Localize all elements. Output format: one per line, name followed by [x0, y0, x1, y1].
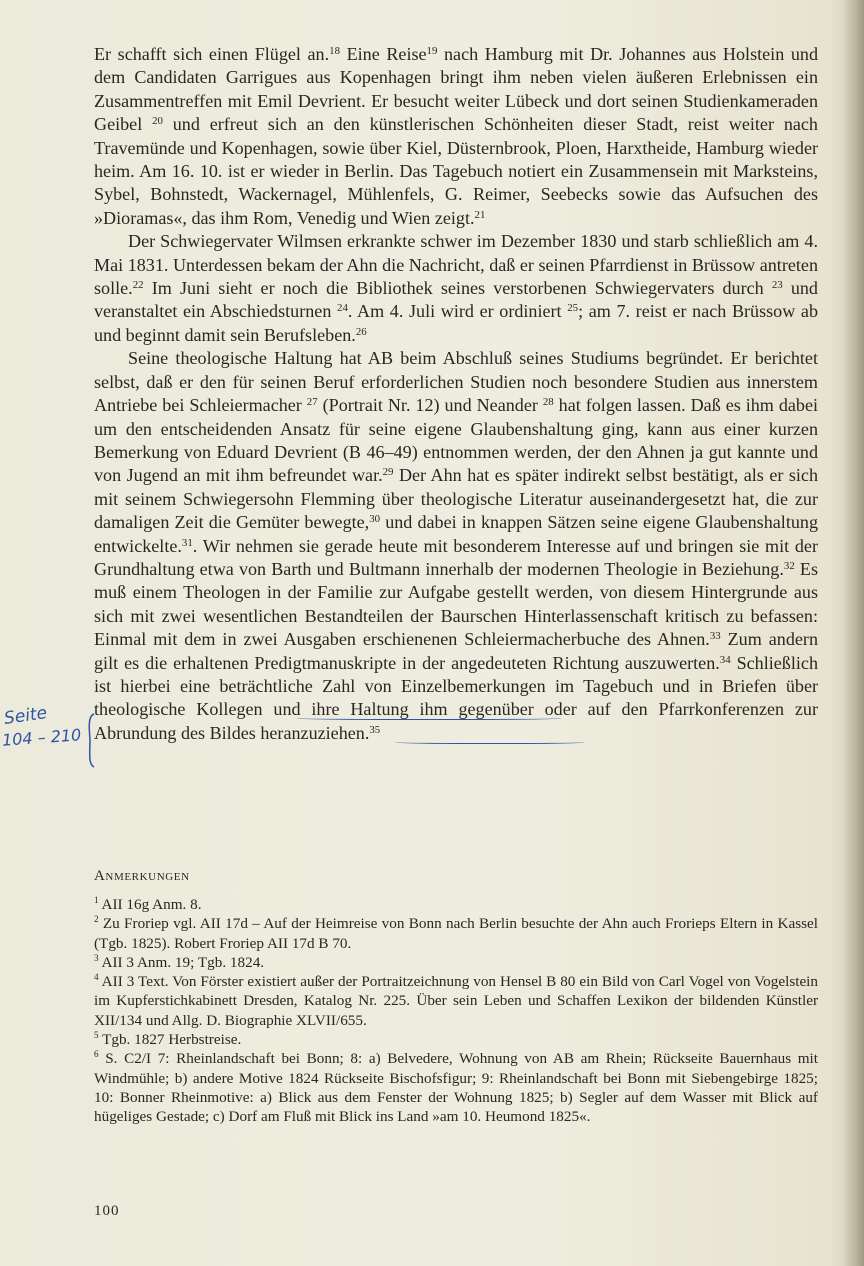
footnote-ref: 20	[152, 115, 163, 128]
footnote-number: 6	[94, 1049, 99, 1060]
footnote	[94, 1049, 818, 1126]
handwritten-margin-note	[0, 703, 90, 776]
text-run: und veranstaltet ein Abschiedsturnen	[94, 278, 818, 322]
footnote-ref: 32	[783, 559, 795, 572]
footnote-number: 4	[94, 972, 99, 983]
footnote-ref: 19	[426, 45, 438, 57]
text-run: Eine Reise	[340, 44, 427, 64]
text-run: . Am 4. Juli wird er ordiniert	[347, 301, 568, 322]
footnote-ref: 35	[369, 723, 381, 736]
text-run: Seine theologische Haltung hat AB beim Abschluß seines Studiums begründet. Er berichtet selbst, daß er den für seinen Beruf erforderlichen Studien noch besondere Studien aus innerstem Antriebe bei Schleiermacher	[94, 348, 818, 416]
footnote-text: AII 16g Anm. 8.	[98, 896, 202, 913]
footnotes	[94, 895, 818, 1127]
footnote-ref: 29	[382, 466, 394, 479]
footnote-text: Tgb. 1827 Herbstreise.	[98, 1031, 242, 1049]
text-run: ; am 7. reist er nach Brüssow ab und beginnt damit sein Berufsleben.	[94, 301, 818, 345]
paragraph-1	[94, 43, 818, 230]
pen-underline	[296, 716, 562, 720]
footnote-ref: 33	[709, 630, 721, 643]
text-run: Schließlich ist hierbei eine beträchtliche Zahl von Einzelbemerkungen im Tagebuch und in Briefen über theologische Kollegen und ihre Haltung ihm gegenüber oder auf den Pfarrkonferenzen zur Abrundung des Bildes heranzuziehen.	[94, 652, 818, 743]
text-run: Er schafft sich einen Flügel an.	[94, 44, 330, 64]
text-run: und erfreut sich an den künstlerischen Schönheiten dieser Stadt, reist weiter nach Travemünde und Kopenhagen, sowie über Kiel, Düsternbrook, Ploen, Harxtheide, Hamburg wieder heim. Am 16. 10. ist er wieder in Berlin. Das Tagebuch notiert ein Zusammensein mit Marksteins, Sybel, Bohnstedt, Wackernagel, Mühlenfels, G. Reimer, Seebecks sowie das Aufsuchen des »Dioramas«, das ihm Rom, Venedig und Wien zeigt.	[94, 114, 818, 228]
footnote-ref: 30	[369, 513, 381, 526]
footnote-number: 5	[94, 1030, 99, 1041]
handwritten-word: Seite	[2, 703, 49, 729]
footnote	[94, 895, 818, 914]
text-run: Der Ahn hat es später indirekt selbst bestätigt, als er sich mit seinem Schwiegersohn Flemming über theologische Literatur auseinandergesetzt hat, die zur damaligen Zeit die Gemüter bewegte,	[94, 465, 819, 533]
footnote-text: AII 3 Text. Von Förster existiert außer der Portraitzeichnung von Hensel B 80 ein Bild von Carl Vogel von Vogelstein im Kupferstichkabinett Dresden, Katalog Nr. 225. Über sein Leben und Schaffen Lexikon der bildenden Künstler XII/134 und Allg. D. Biographie XLVII/655.	[94, 973, 818, 1029]
paragraph-3	[94, 347, 818, 745]
text-run: und dabei in knappen Sätzen seine eigene Glaubenshaltung entwickelte.	[94, 512, 818, 556]
footnote	[94, 972, 818, 1030]
notes-heading: Anmerkungen	[94, 868, 190, 884]
page-edge-shadow	[842, 0, 864, 1266]
footnote-ref: 21	[474, 208, 486, 221]
footnote-number: 3	[94, 952, 99, 963]
footnote-ref: 34	[719, 653, 731, 666]
pen-underline	[395, 740, 585, 744]
pen-bracket-icon	[84, 712, 98, 768]
footnote	[94, 914, 818, 953]
footnote-ref: 25	[567, 302, 579, 315]
footnote-ref: 18	[329, 45, 340, 57]
handwritten-page-range: 104 – 210	[1, 725, 82, 750]
footnote-text: AII 3 Anm. 19; Tgb. 1824.	[98, 953, 265, 971]
footnote	[94, 1030, 818, 1049]
footnote-ref: 28	[542, 396, 554, 409]
text-run: (Portrait Nr. 12) und Neander	[317, 395, 543, 416]
page-number: 100	[94, 1203, 120, 1219]
footnote	[94, 953, 818, 972]
footnote-text: Zu Froriep vgl. AII 17d – Auf der Heimreise von Bonn nach Berlin besuchte der Ahn auch Frorieps Eltern in Kassel (Tgb. 1825). Robert Froriep AII 17d B 70.	[94, 915, 818, 952]
text-run: hat folgen lassen. Daß es ihm dabei um den entscheidenden Ansatz für seine eigene Glaubenshaltung ging, kann aus einer kurzen Bemerkung von Eduard Devrient (B 46–49) entnommen werden, der den Ahnen ja gut kannte und von Jugend an mit ihm befreundet war.	[94, 395, 818, 486]
footnote-number: 2	[94, 914, 99, 925]
footnote-ref: 23	[771, 279, 783, 292]
footnote-ref: 31	[181, 536, 193, 549]
footnote-ref: 22	[132, 279, 144, 292]
text-run: Im Juni sieht er noch die Bibliothek seines verstorbenen Schwiegervaters durch	[143, 278, 772, 299]
text-run: Der Schwiegervater Wilmsen erkrankte schwer im Dezember 1830 und starb schließlich am 4. Mai 1831. Unterdessen bekam der Ahn die Nachricht, daß er seinen Pfarrdienst in Brüssow antreten solle.	[94, 231, 818, 299]
footnote-ref: 24	[337, 302, 348, 315]
text-run: Es muß einem Theologen in der Familie zur Aufgabe gestellt werden, von diesem Hintergrunde aus sich mit zwei wesentlichen Bestandteilen der Baurschen Hinterlassenschaft kritisch zu befassen: Einmal mit dem in zwei Ausgaben erschienenen Schleiermacherbuche des Ahnen.	[94, 558, 818, 650]
footnote-ref: 26	[355, 325, 367, 338]
footnote-ref: 27	[306, 396, 318, 409]
footnote-number: 1	[94, 895, 99, 905]
footnote-text: S. C2/I 7: Rheinlandschaft bei Bonn; 8: a) Belvedere, Wohnung von AB am Rhein; Rückseite Bauernhaus mit Windmühle; b) andere Motive 1824 Rückseite Bischofsfigur; 9: Rheinlandschaft bei Bonn mit Siebengebirge 1825; 10: Bonner Rheinmotive: a) Blick aus dem Fenster der Wohnung 1825; b) Segler auf dem Wasser mit Blick auf hügeliges Gestade; c) Dorf am Fluß mit Blick ins Land »am 10. Heumond 1825«.	[94, 1050, 818, 1126]
text-run: Zum andern gilt es die erhaltenen Predigtmanuskripte in der angedeuteten Richtung auszuwerten.	[94, 629, 818, 673]
text-run: nach Hamburg mit Dr. Johannes aus Holstein und dem Candidaten Garrigues aus Kopenhagen bringt ihm neben vielen äußeren Erlebnissen ein Zusammentreffen mit Emil Devrient. Er besucht weiter Lübeck und dort seinen Studienkameraden Geibel	[94, 44, 818, 135]
text-run: . Wir nehmen sie gerade heute mit besonderem Interesse auf und bringen sie mit der Grundhaltung etwa von Barth und Bultmann innerhalb der modernen Theologie in Beziehung.	[94, 535, 818, 579]
main-text	[94, 43, 818, 745]
paragraph-2	[94, 230, 818, 347]
